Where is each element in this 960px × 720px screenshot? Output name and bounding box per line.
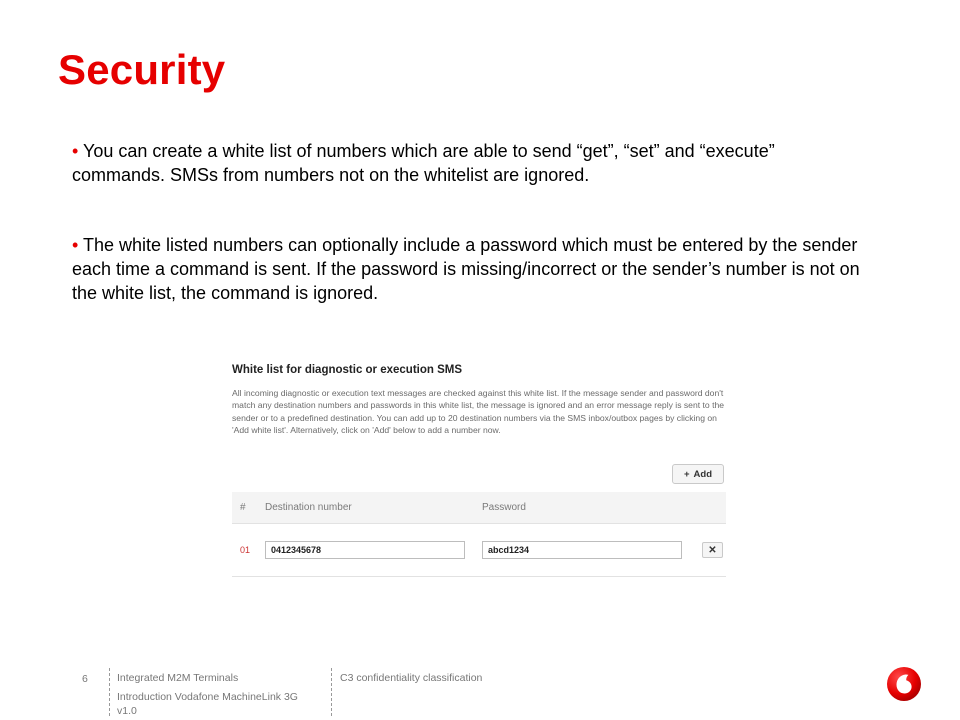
page-number: 6 — [82, 673, 88, 685]
footer-line1: Integrated M2M Terminals — [117, 672, 239, 684]
table-header — [232, 492, 726, 524]
whitelist-panel — [232, 356, 726, 580]
column-header-number: # — [240, 502, 246, 513]
slide-title: Security — [58, 46, 226, 93]
bullet-password — [72, 233, 882, 305]
bullet-text: The white listed numbers can optionally include a password which must be entered by the sender each time a command is sent. If the password is missing/incorrect or the sender’s number is not on the white list, the command is ignored. — [72, 235, 860, 303]
bullet-marker: • — [72, 141, 79, 161]
password-input[interactable]: abcd1234 — [482, 541, 682, 559]
column-header-password: Password — [482, 502, 526, 513]
footer-classification: C3 confidentiality classification — [340, 672, 483, 684]
footer-divider — [109, 668, 110, 716]
bullet-whitelist — [72, 139, 852, 187]
close-icon: ✕ — [708, 544, 717, 556]
footer-divider — [331, 668, 332, 716]
footer-line2: Introduction Vodafone MachineLink 3G v1.0 — [117, 691, 298, 717]
row-index: 01 — [240, 545, 251, 555]
bullet-marker: • — [72, 235, 79, 255]
destination-number-input[interactable]: 0412345678 — [265, 541, 465, 559]
add-button[interactable] — [672, 464, 724, 484]
table-row — [232, 524, 726, 577]
vodafone-logo-icon — [886, 666, 922, 702]
panel-description: All incoming diagnostic or execution text messages are checked against this white list. If the message sender and password don't match any destination numbers and passwords in this white list, the message is ignored and an error message reply is sent to the sender or to a predefined destination. You can add up to 20 destination numbers via the SMS inbox/outbox pages by clicking on 'Add white list'. Alternatively, click on 'Add' below to add a number now. — [232, 388, 725, 435]
column-header-destination: Destination number — [265, 502, 352, 513]
add-button-label: Add — [693, 468, 713, 480]
panel-title: White list for diagnostic or execution SMS — [232, 364, 463, 376]
bullet-text: You can create a white list of numbers which are able to send “get”, “set” and “execute” commands. SMSs from numbers not on the whitelist are ignored. — [72, 141, 775, 185]
plus-icon: + — [683, 468, 690, 480]
delete-row-button[interactable] — [702, 542, 723, 558]
